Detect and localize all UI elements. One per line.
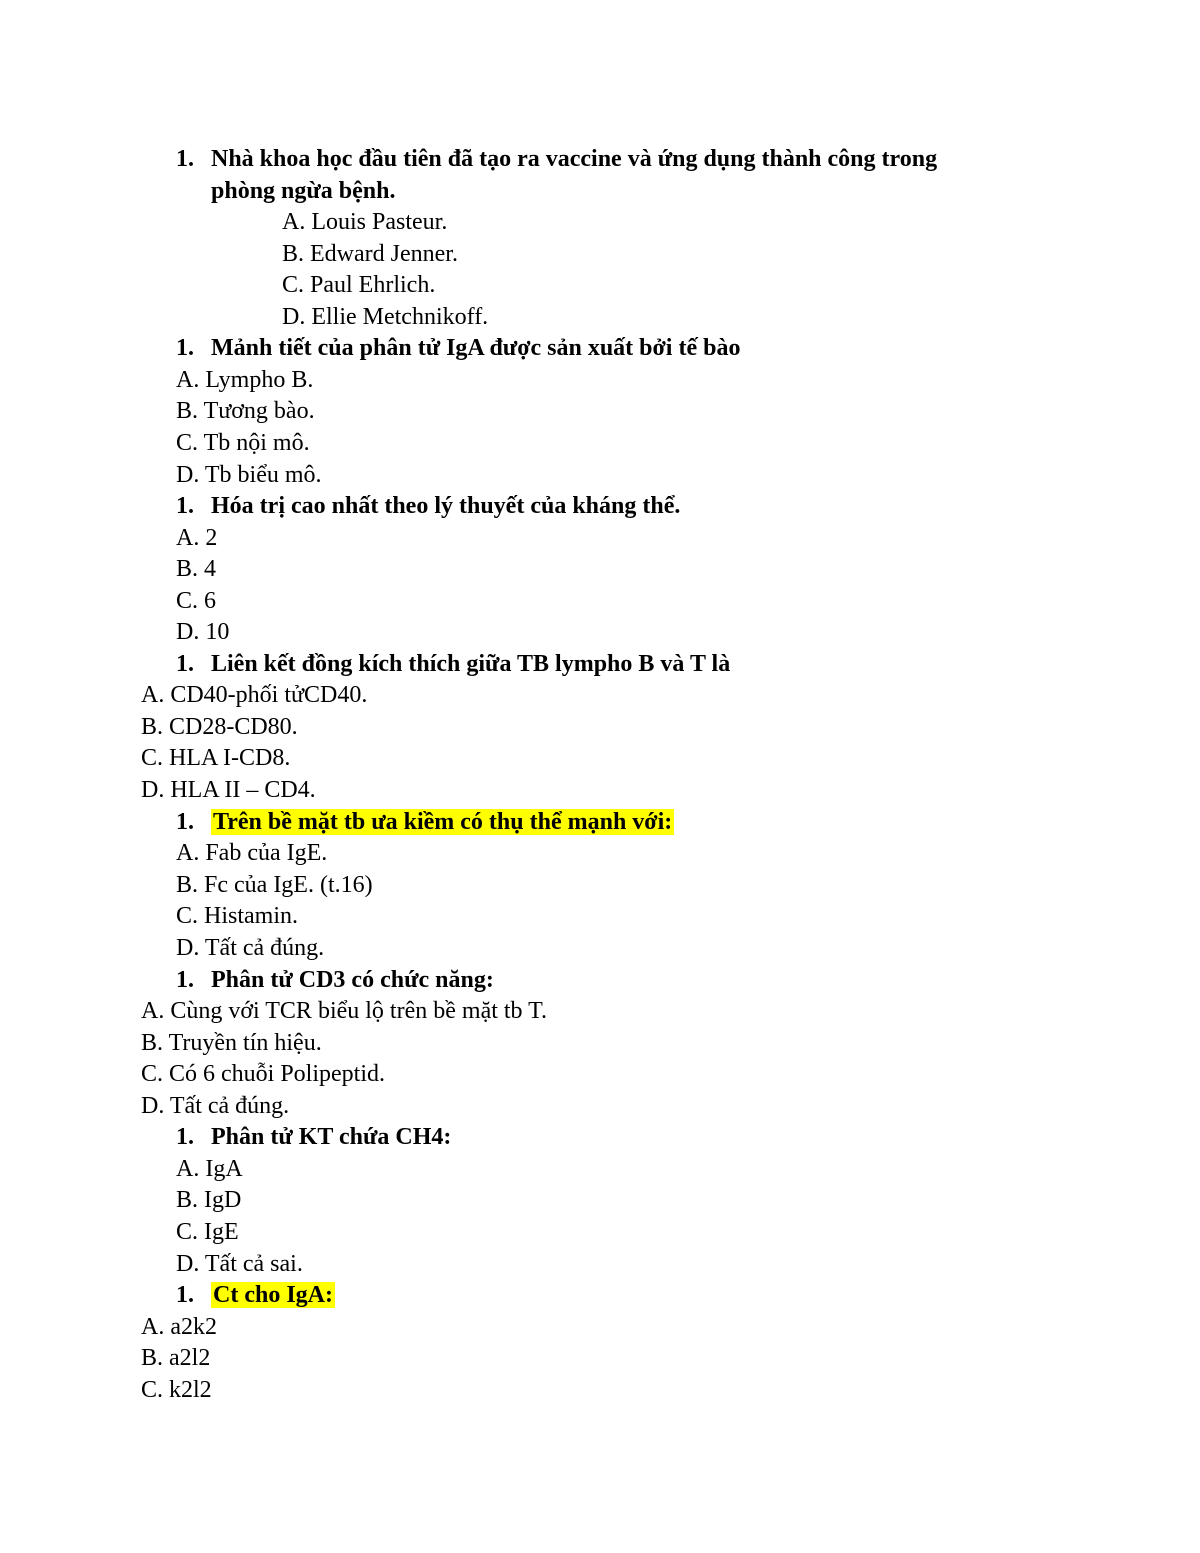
option-d: D. Tất cả sai. bbox=[176, 1251, 303, 1277]
question-8 bbox=[176, 1281, 335, 1309]
question-text: phòng ngừa bệnh. bbox=[211, 178, 396, 204]
option-a: A. Cùng với TCR biểu lộ trên bề mặt tb T. bbox=[141, 998, 547, 1024]
option-a: A. CD40-phối tửCD40. bbox=[141, 682, 368, 708]
question-7 bbox=[176, 1123, 451, 1151]
option-d: D. Ellie Metchnikoff. bbox=[282, 304, 489, 330]
option-d: D. Tb biểu mô. bbox=[176, 462, 322, 488]
question-number: 1. bbox=[176, 967, 194, 993]
question-text: Phân tử KT chứa CH4: bbox=[211, 1124, 452, 1150]
option-d: D. HLA II – CD4. bbox=[141, 777, 316, 803]
option-b: B. a2l2 bbox=[141, 1345, 211, 1371]
option-c: C. Có 6 chuỗi Polipeptid. bbox=[141, 1061, 386, 1087]
question-5 bbox=[176, 808, 674, 836]
question-text: Mảnh tiết của phân tử IgA được sản xuất bởi tế bào bbox=[211, 335, 741, 361]
option-b: B. Fc của IgE. (t.16) bbox=[176, 872, 373, 898]
question-text: Hóa trị cao nhất theo lý thuyết của kháng thể. bbox=[211, 493, 681, 519]
question-number: 1. bbox=[176, 493, 194, 519]
question-4 bbox=[176, 650, 730, 678]
question-3 bbox=[176, 492, 680, 520]
option-c: C. IgE bbox=[176, 1219, 239, 1245]
question-number: 1. bbox=[176, 1124, 194, 1150]
option-b: B. Truyền tín hiệu. bbox=[141, 1030, 322, 1056]
question-1-continuation bbox=[211, 177, 396, 205]
question-number: 1. bbox=[176, 651, 194, 677]
option-a: A. Louis Pasteur. bbox=[282, 209, 448, 235]
option-b: B. CD28-CD80. bbox=[141, 714, 298, 740]
question-number: 1. bbox=[176, 809, 194, 835]
option-b: B. Edward Jenner. bbox=[282, 241, 458, 267]
option-d: D. Tất cả đúng. bbox=[141, 1093, 290, 1119]
question-number: 1. bbox=[176, 1282, 194, 1308]
option-b: B. 4 bbox=[176, 556, 217, 582]
option-c: C. 6 bbox=[176, 588, 217, 614]
question-2 bbox=[176, 334, 740, 362]
question-text: Liên kết đồng kích thích giữa TB lympho B và T là bbox=[211, 651, 731, 677]
option-a: A. IgA bbox=[176, 1156, 243, 1182]
question-1 bbox=[176, 145, 937, 173]
question-number: 1. bbox=[176, 335, 194, 361]
highlighted-question-text: Ct cho IgA: bbox=[213, 1282, 333, 1308]
question-text: Nhà khoa học đầu tiên đã tạo ra vaccine và ứng dụng thành công trong bbox=[211, 146, 938, 172]
question-number: 1. bbox=[176, 146, 194, 172]
option-a: A. Fab của IgE. bbox=[176, 840, 328, 866]
option-d: D. 10 bbox=[176, 619, 230, 645]
option-a: A. 2 bbox=[176, 525, 218, 551]
option-c: C. k2l2 bbox=[141, 1377, 212, 1403]
option-c: C. Tb nội mô. bbox=[176, 430, 310, 456]
option-b: B. Tương bào. bbox=[176, 398, 315, 424]
question-text: Phân tử CD3 có chức năng: bbox=[211, 967, 494, 993]
question-6 bbox=[176, 966, 494, 994]
option-c: C. Histamin. bbox=[176, 903, 299, 929]
option-a: A. a2k2 bbox=[141, 1314, 217, 1340]
option-c: C. HLA I-CD8. bbox=[141, 745, 291, 771]
option-c: C. Paul Ehrlich. bbox=[282, 272, 436, 298]
option-d: D. Tất cả đúng. bbox=[176, 935, 325, 961]
option-a: A. Lympho B. bbox=[176, 367, 314, 393]
option-b: B. IgD bbox=[176, 1187, 242, 1213]
highlighted-question-text: Trên bề mặt tb ưa kiềm có thụ thể mạnh với: bbox=[213, 809, 673, 835]
